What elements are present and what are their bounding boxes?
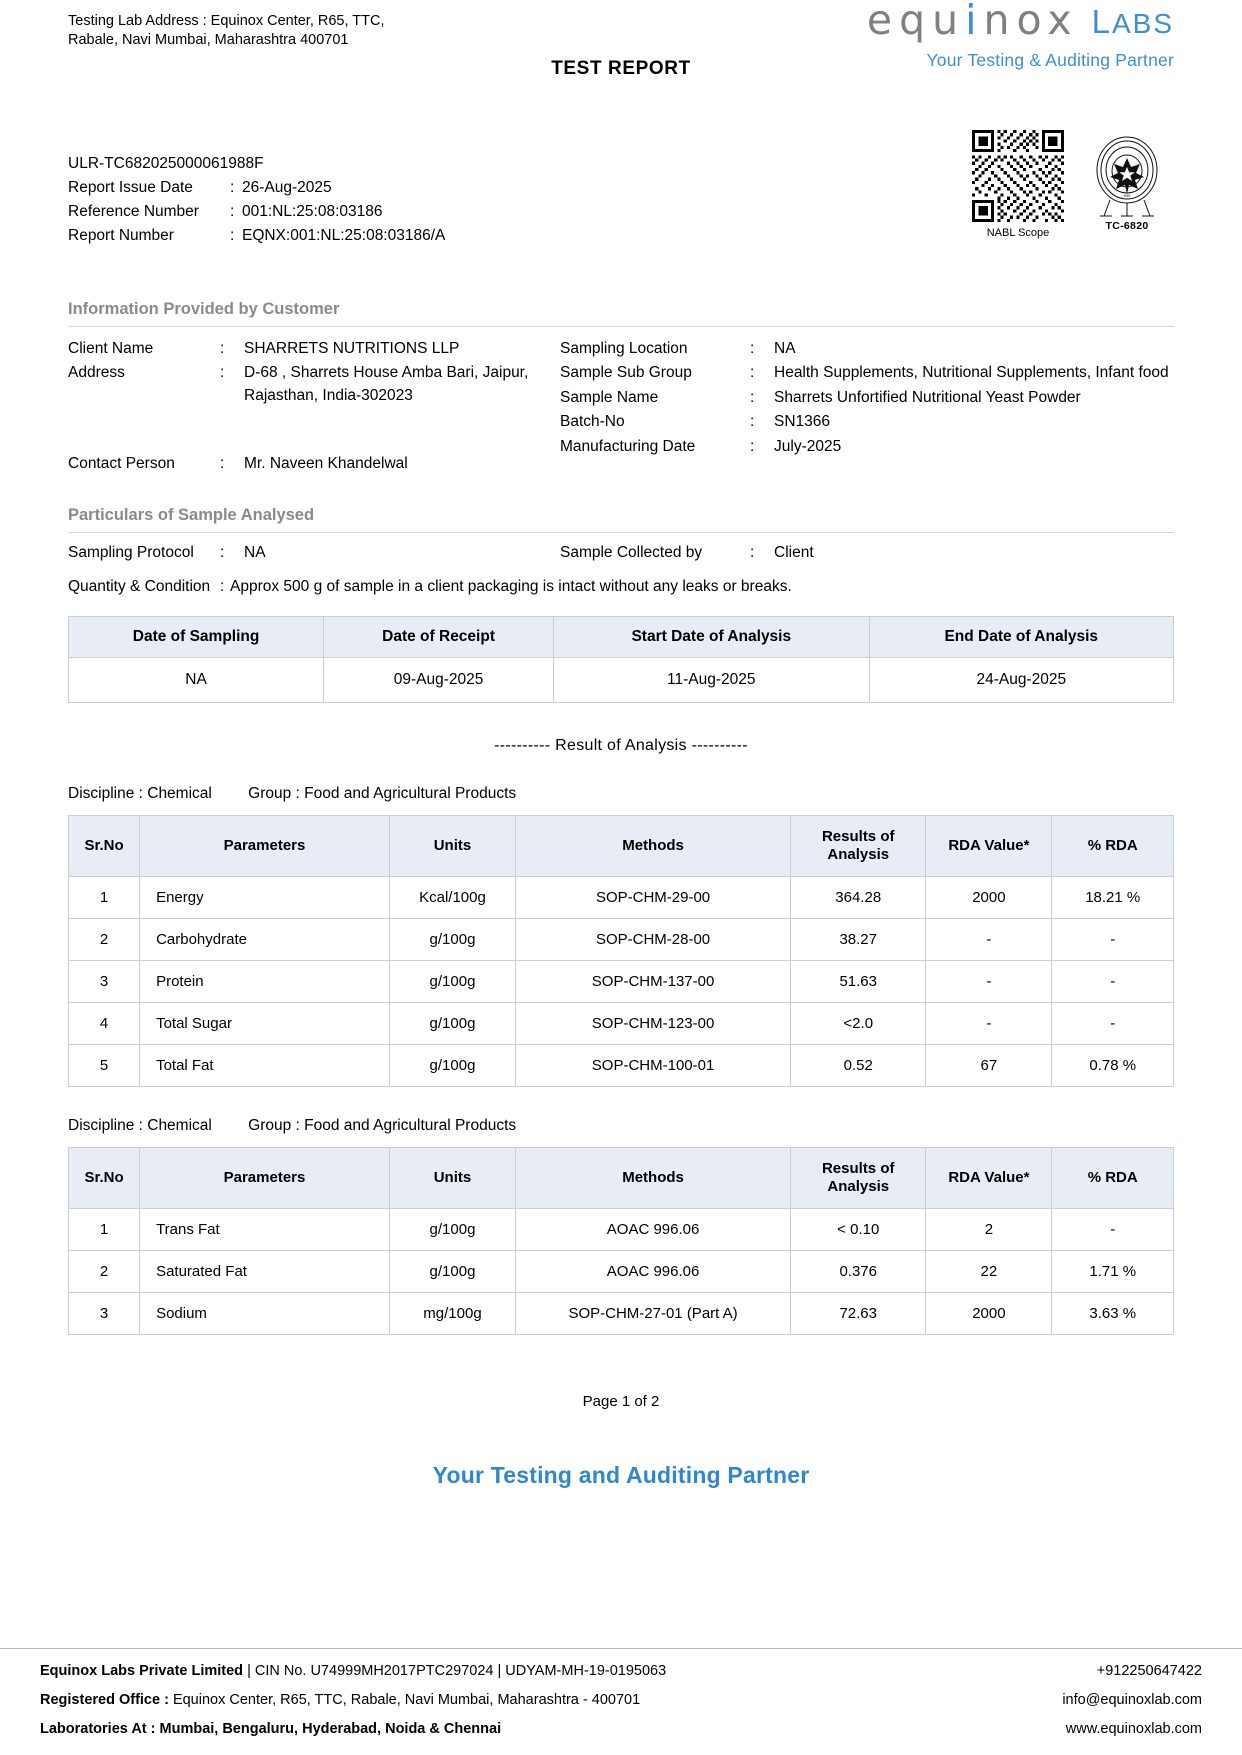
col-date-of-sampling: Date of Sampling bbox=[69, 616, 324, 657]
footer-registered-office-label: Registered Office : bbox=[40, 1692, 169, 1708]
footer-company-info bbox=[40, 1663, 1097, 1679]
ulr-number: ULR-TC682025000061988F bbox=[68, 155, 264, 172]
meta-value: 001:NL:25:08:03186 bbox=[242, 203, 383, 221]
cell-result: 51.63 bbox=[791, 960, 926, 1002]
svg-text:भारत: भारत bbox=[1123, 194, 1131, 198]
nabl-scope-qr-block[interactable] bbox=[972, 130, 1064, 239]
nabl-accreditation-seal-block bbox=[1090, 134, 1164, 232]
group-label: Group : Food and Agricultural Products bbox=[248, 1116, 517, 1134]
info-row-batch-no bbox=[560, 411, 1174, 433]
meta-value: 26-Aug-2025 bbox=[242, 179, 332, 197]
cell-percent-rda: - bbox=[1052, 1208, 1174, 1250]
report-meta-zone bbox=[68, 152, 1174, 264]
info-colon: : bbox=[220, 455, 225, 473]
logo-labs-text: LABS bbox=[1091, 3, 1174, 40]
cell-units: g/100g bbox=[389, 1002, 515, 1044]
cell-start-date: 11-Aug-2025 bbox=[554, 657, 869, 702]
layout-spacer bbox=[68, 409, 560, 453]
col-start-date: Start Date of Analysis bbox=[554, 616, 869, 657]
col-units: Units bbox=[389, 1147, 515, 1208]
qr-code-label: NABL Scope bbox=[986, 227, 1050, 239]
results-table-1 bbox=[68, 815, 1174, 1087]
info-colon: : bbox=[750, 364, 755, 382]
info-colon: : bbox=[750, 413, 755, 431]
cell-parameter: Total Fat bbox=[140, 1044, 390, 1086]
col-results-of-analysis: Results of Analysis bbox=[791, 815, 926, 876]
cell-result: <2.0 bbox=[791, 1002, 926, 1044]
info-key: Sample Sub Group bbox=[560, 364, 692, 382]
info-value: SHARRETS NUTRITIONS LLP bbox=[244, 340, 460, 357]
sampling-protocol-key: Sampling Protocol bbox=[68, 543, 194, 561]
info-key: Sampling Location bbox=[560, 340, 688, 357]
footer-row-registered-office bbox=[40, 1692, 1202, 1708]
cell-units: g/100g bbox=[389, 960, 515, 1002]
cell-parameter: Protein bbox=[140, 960, 390, 1002]
cell-result: 72.63 bbox=[791, 1292, 926, 1334]
col-methods: Methods bbox=[516, 1147, 791, 1208]
col-end-date: End Date of Analysis bbox=[869, 616, 1173, 657]
cell-sr-no: 2 bbox=[69, 1250, 140, 1292]
col-rda-value: RDA Value* bbox=[926, 815, 1052, 876]
footer-email[interactable]: info@equinoxlab.com bbox=[1062, 1692, 1202, 1708]
footer-row-company bbox=[40, 1663, 1202, 1679]
cell-units: g/100g bbox=[389, 1250, 515, 1292]
cell-method: SOP-CHM-123-00 bbox=[516, 1002, 791, 1044]
seal-code-label: TC-6820 bbox=[1105, 220, 1149, 232]
customer-info-grid bbox=[68, 338, 1174, 478]
page-number: Page 1 of 2 bbox=[582, 1392, 660, 1410]
cell-parameter: Carbohydrate bbox=[140, 918, 390, 960]
cell-parameter: Sodium bbox=[140, 1292, 390, 1334]
table-row bbox=[69, 1250, 1174, 1292]
cell-method: AOAC 996.06 bbox=[516, 1208, 791, 1250]
info-colon: : bbox=[220, 577, 225, 595]
cell-date-of-sampling: NA bbox=[69, 657, 324, 702]
info-key: Batch-No bbox=[560, 413, 625, 431]
sampling-protocol-value: NA bbox=[244, 543, 266, 561]
col-results-of-analysis: Results of Analysis bbox=[791, 1147, 926, 1208]
cell-percent-rda: - bbox=[1052, 1002, 1174, 1044]
info-value: Sharrets Unfortified Nutritional Yeast Powder bbox=[774, 388, 1081, 406]
info-row-contact-person bbox=[68, 453, 560, 475]
cell-percent-rda: - bbox=[1052, 918, 1174, 960]
info-row-manufacturing-date bbox=[560, 436, 1174, 458]
cell-rda-value: 67 bbox=[926, 1044, 1052, 1086]
results-table-2 bbox=[68, 1147, 1174, 1335]
info-value: NA bbox=[774, 340, 796, 357]
cell-end-date: 24-Aug-2025 bbox=[869, 657, 1173, 702]
info-row-sample-name bbox=[560, 387, 1174, 409]
tagline-banner: Your Testing and Auditing Partner bbox=[432, 1461, 810, 1488]
cell-rda-value: - bbox=[926, 918, 1052, 960]
footer-registered-office bbox=[40, 1692, 1062, 1708]
table-row bbox=[69, 918, 1174, 960]
table-row bbox=[69, 1044, 1174, 1086]
cell-method: AOAC 996.06 bbox=[516, 1250, 791, 1292]
col-rda-value: RDA Value* bbox=[926, 1147, 1052, 1208]
info-key: Sample Name bbox=[560, 388, 659, 406]
cell-sr-no: 2 bbox=[69, 918, 140, 960]
meta-colon: : bbox=[230, 203, 235, 221]
info-row-address bbox=[68, 362, 560, 407]
particulars-heading: Particulars of Sample Analysed bbox=[68, 506, 1174, 533]
sample-collected-by-row bbox=[560, 544, 1174, 562]
cell-parameter: Trans Fat bbox=[140, 1208, 390, 1250]
cell-result: 38.27 bbox=[791, 918, 926, 960]
info-colon: : bbox=[750, 388, 755, 406]
table-row bbox=[69, 1002, 1174, 1044]
cell-rda-value: 2000 bbox=[926, 876, 1052, 918]
info-value: D-68 , Sharrets House Amba Bari, Jaipur, Rajasthan, India-302023 bbox=[244, 364, 529, 404]
cell-rda-value: 22 bbox=[926, 1250, 1052, 1292]
customer-info-left-column bbox=[68, 338, 560, 478]
sample-collected-by-key: Sample Collected by bbox=[560, 543, 703, 561]
footer-registered-office-address: Equinox Center, R65, TTC, Rabale, Navi Mumbai, Maharashtra - 400701 bbox=[168, 1692, 641, 1708]
info-key: Address bbox=[68, 364, 125, 382]
footer-row-laboratories bbox=[40, 1721, 1202, 1737]
cell-result: 0.52 bbox=[791, 1044, 926, 1086]
cell-percent-rda: 0.78 % bbox=[1052, 1044, 1174, 1086]
cell-method: SOP-CHM-29-00 bbox=[516, 876, 791, 918]
cell-units: g/100g bbox=[389, 1208, 515, 1250]
info-colon: : bbox=[220, 364, 225, 382]
table-row bbox=[69, 1208, 1174, 1250]
cell-percent-rda: 18.21 % bbox=[1052, 876, 1174, 918]
info-row-sample-sub-group bbox=[560, 362, 1174, 384]
cell-parameter: Saturated Fat bbox=[140, 1250, 390, 1292]
cell-rda-value: - bbox=[926, 1002, 1052, 1044]
col-parameters: Parameters bbox=[140, 1147, 390, 1208]
sampling-protocol-row bbox=[68, 544, 560, 562]
meta-key: Reference Number bbox=[68, 203, 199, 221]
meta-key: Report Issue Date bbox=[68, 179, 193, 197]
info-key: Client Name bbox=[68, 340, 154, 357]
info-value: Mr. Naveen Khandelwal bbox=[244, 455, 408, 473]
nabl-seal-icon bbox=[1090, 134, 1164, 218]
discipline-line-2 bbox=[68, 1117, 1174, 1135]
meta-colon: : bbox=[230, 227, 235, 245]
cell-method: SOP-CHM-27-01 (Part A) bbox=[516, 1292, 791, 1334]
info-value: SN1366 bbox=[774, 413, 831, 431]
result-of-analysis-separator: ---------- Result of Analysis ---------- bbox=[494, 736, 748, 754]
cell-units: mg/100g bbox=[389, 1292, 515, 1334]
cell-method: SOP-CHM-137-00 bbox=[516, 960, 791, 1002]
quantity-condition-value: Approx 500 g of sample in a client packaging is intact without any leaks or breaks. bbox=[230, 577, 792, 595]
cell-method: SOP-CHM-28-00 bbox=[516, 918, 791, 960]
footer-laboratories bbox=[40, 1721, 1066, 1737]
info-colon: : bbox=[220, 340, 225, 357]
col-date-of-receipt: Date of Receipt bbox=[324, 616, 554, 657]
cell-percent-rda: 3.63 % bbox=[1052, 1292, 1174, 1334]
cell-rda-value: 2000 bbox=[926, 1292, 1052, 1334]
discipline-label: Discipline : Chemical bbox=[68, 1116, 212, 1134]
logo-tagline: Your Testing & Auditing Partner bbox=[926, 50, 1174, 70]
certification-badges bbox=[972, 130, 1164, 239]
footer-company-name: Equinox Labs Private Limited bbox=[40, 1663, 244, 1679]
cell-sr-no: 4 bbox=[69, 1002, 140, 1044]
table-header-row bbox=[69, 815, 1174, 876]
table-row bbox=[69, 960, 1174, 1002]
col-parameters: Parameters bbox=[140, 815, 390, 876]
cell-units: g/100g bbox=[389, 918, 515, 960]
particulars-row bbox=[68, 544, 1174, 562]
cell-date-of-receipt: 09-Aug-2025 bbox=[324, 657, 554, 702]
meta-value: EQNX:001:NL:25:08:03186/A bbox=[242, 227, 446, 245]
info-row-client-name bbox=[68, 338, 560, 360]
cell-result: 0.376 bbox=[791, 1250, 926, 1292]
footer-phone[interactable]: +912250647422 bbox=[1096, 1663, 1202, 1679]
meta-colon: : bbox=[230, 179, 235, 197]
logo-wordmark: equinox bbox=[867, 0, 1079, 41]
col-sr-no: Sr.No bbox=[69, 1147, 140, 1208]
customer-info-right-column bbox=[560, 338, 1174, 478]
cell-sr-no: 5 bbox=[69, 1044, 140, 1086]
cell-sr-no: 3 bbox=[69, 1292, 140, 1334]
info-colon: : bbox=[750, 543, 755, 561]
logo-i-dot: i bbox=[965, 0, 984, 44]
cell-sr-no: 1 bbox=[69, 1208, 140, 1250]
lab-address: Testing Lab Address : Equinox Center, R65, TTC, Rabale, Navi Mumbai, Maharashtra 400701 bbox=[68, 13, 385, 49]
page-footer bbox=[0, 1648, 1242, 1755]
info-value: July-2025 bbox=[774, 437, 842, 455]
col-sr-no: Sr.No bbox=[69, 815, 140, 876]
qr-code-icon[interactable] bbox=[972, 130, 1064, 222]
table-row bbox=[69, 657, 1174, 702]
cell-sr-no: 1 bbox=[69, 876, 140, 918]
quantity-condition-key: Quantity & Condition bbox=[68, 577, 211, 595]
cell-parameter: Energy bbox=[140, 876, 390, 918]
cell-result: < 0.10 bbox=[791, 1208, 926, 1250]
table-header-row bbox=[69, 1147, 1174, 1208]
col-percent-rda: % RDA bbox=[1052, 1147, 1174, 1208]
footer-laboratories-label: Laboratories At : Mumbai, Bengaluru, Hyderabad, Noida & Chennai bbox=[40, 1721, 502, 1737]
info-colon: : bbox=[750, 437, 755, 455]
cell-rda-value: 2 bbox=[926, 1208, 1052, 1250]
cell-parameter: Total Sugar bbox=[140, 1002, 390, 1044]
quantity-condition-row bbox=[68, 578, 1174, 596]
info-colon: : bbox=[750, 340, 755, 357]
discipline-label: Discipline : Chemical bbox=[68, 784, 212, 802]
info-key: Contact Person bbox=[68, 455, 175, 473]
meta-key: Report Number bbox=[68, 227, 174, 245]
report-header bbox=[68, 0, 1174, 130]
footer-company-rest: | CIN No. U74999MH2017PTC297024 | UDYAM-MH-19-0195063 bbox=[243, 1663, 667, 1679]
sample-collected-by-value: Client bbox=[774, 543, 814, 561]
cell-result: 364.28 bbox=[791, 876, 926, 918]
footer-website[interactable]: www.equinoxlab.com bbox=[1065, 1721, 1202, 1737]
cell-units: Kcal/100g bbox=[389, 876, 515, 918]
col-units: Units bbox=[389, 815, 515, 876]
page-title: TEST REPORT bbox=[551, 58, 691, 79]
customer-info-heading: Information Provided by Customer bbox=[68, 300, 1174, 327]
table-header-row bbox=[69, 616, 1174, 657]
cell-method: SOP-CHM-100-01 bbox=[516, 1044, 791, 1086]
table-row bbox=[69, 1292, 1174, 1334]
cell-sr-no: 3 bbox=[69, 960, 140, 1002]
table-row bbox=[69, 876, 1174, 918]
group-label: Group : Food and Agricultural Products bbox=[248, 784, 517, 802]
analysis-dates-table bbox=[68, 616, 1174, 703]
cell-percent-rda: - bbox=[1052, 960, 1174, 1002]
info-row-sampling-location bbox=[560, 338, 1174, 360]
col-percent-rda: % RDA bbox=[1052, 815, 1174, 876]
info-value: Health Supplements, Nutritional Supplements, Infant food bbox=[774, 364, 1169, 382]
cell-units: g/100g bbox=[389, 1044, 515, 1086]
info-colon: : bbox=[220, 543, 225, 561]
info-key: Manufacturing Date bbox=[560, 437, 696, 455]
cell-rda-value: - bbox=[926, 960, 1052, 1002]
discipline-line-1 bbox=[68, 785, 1174, 803]
col-methods: Methods bbox=[516, 815, 791, 876]
cell-percent-rda: 1.71 % bbox=[1052, 1250, 1174, 1292]
